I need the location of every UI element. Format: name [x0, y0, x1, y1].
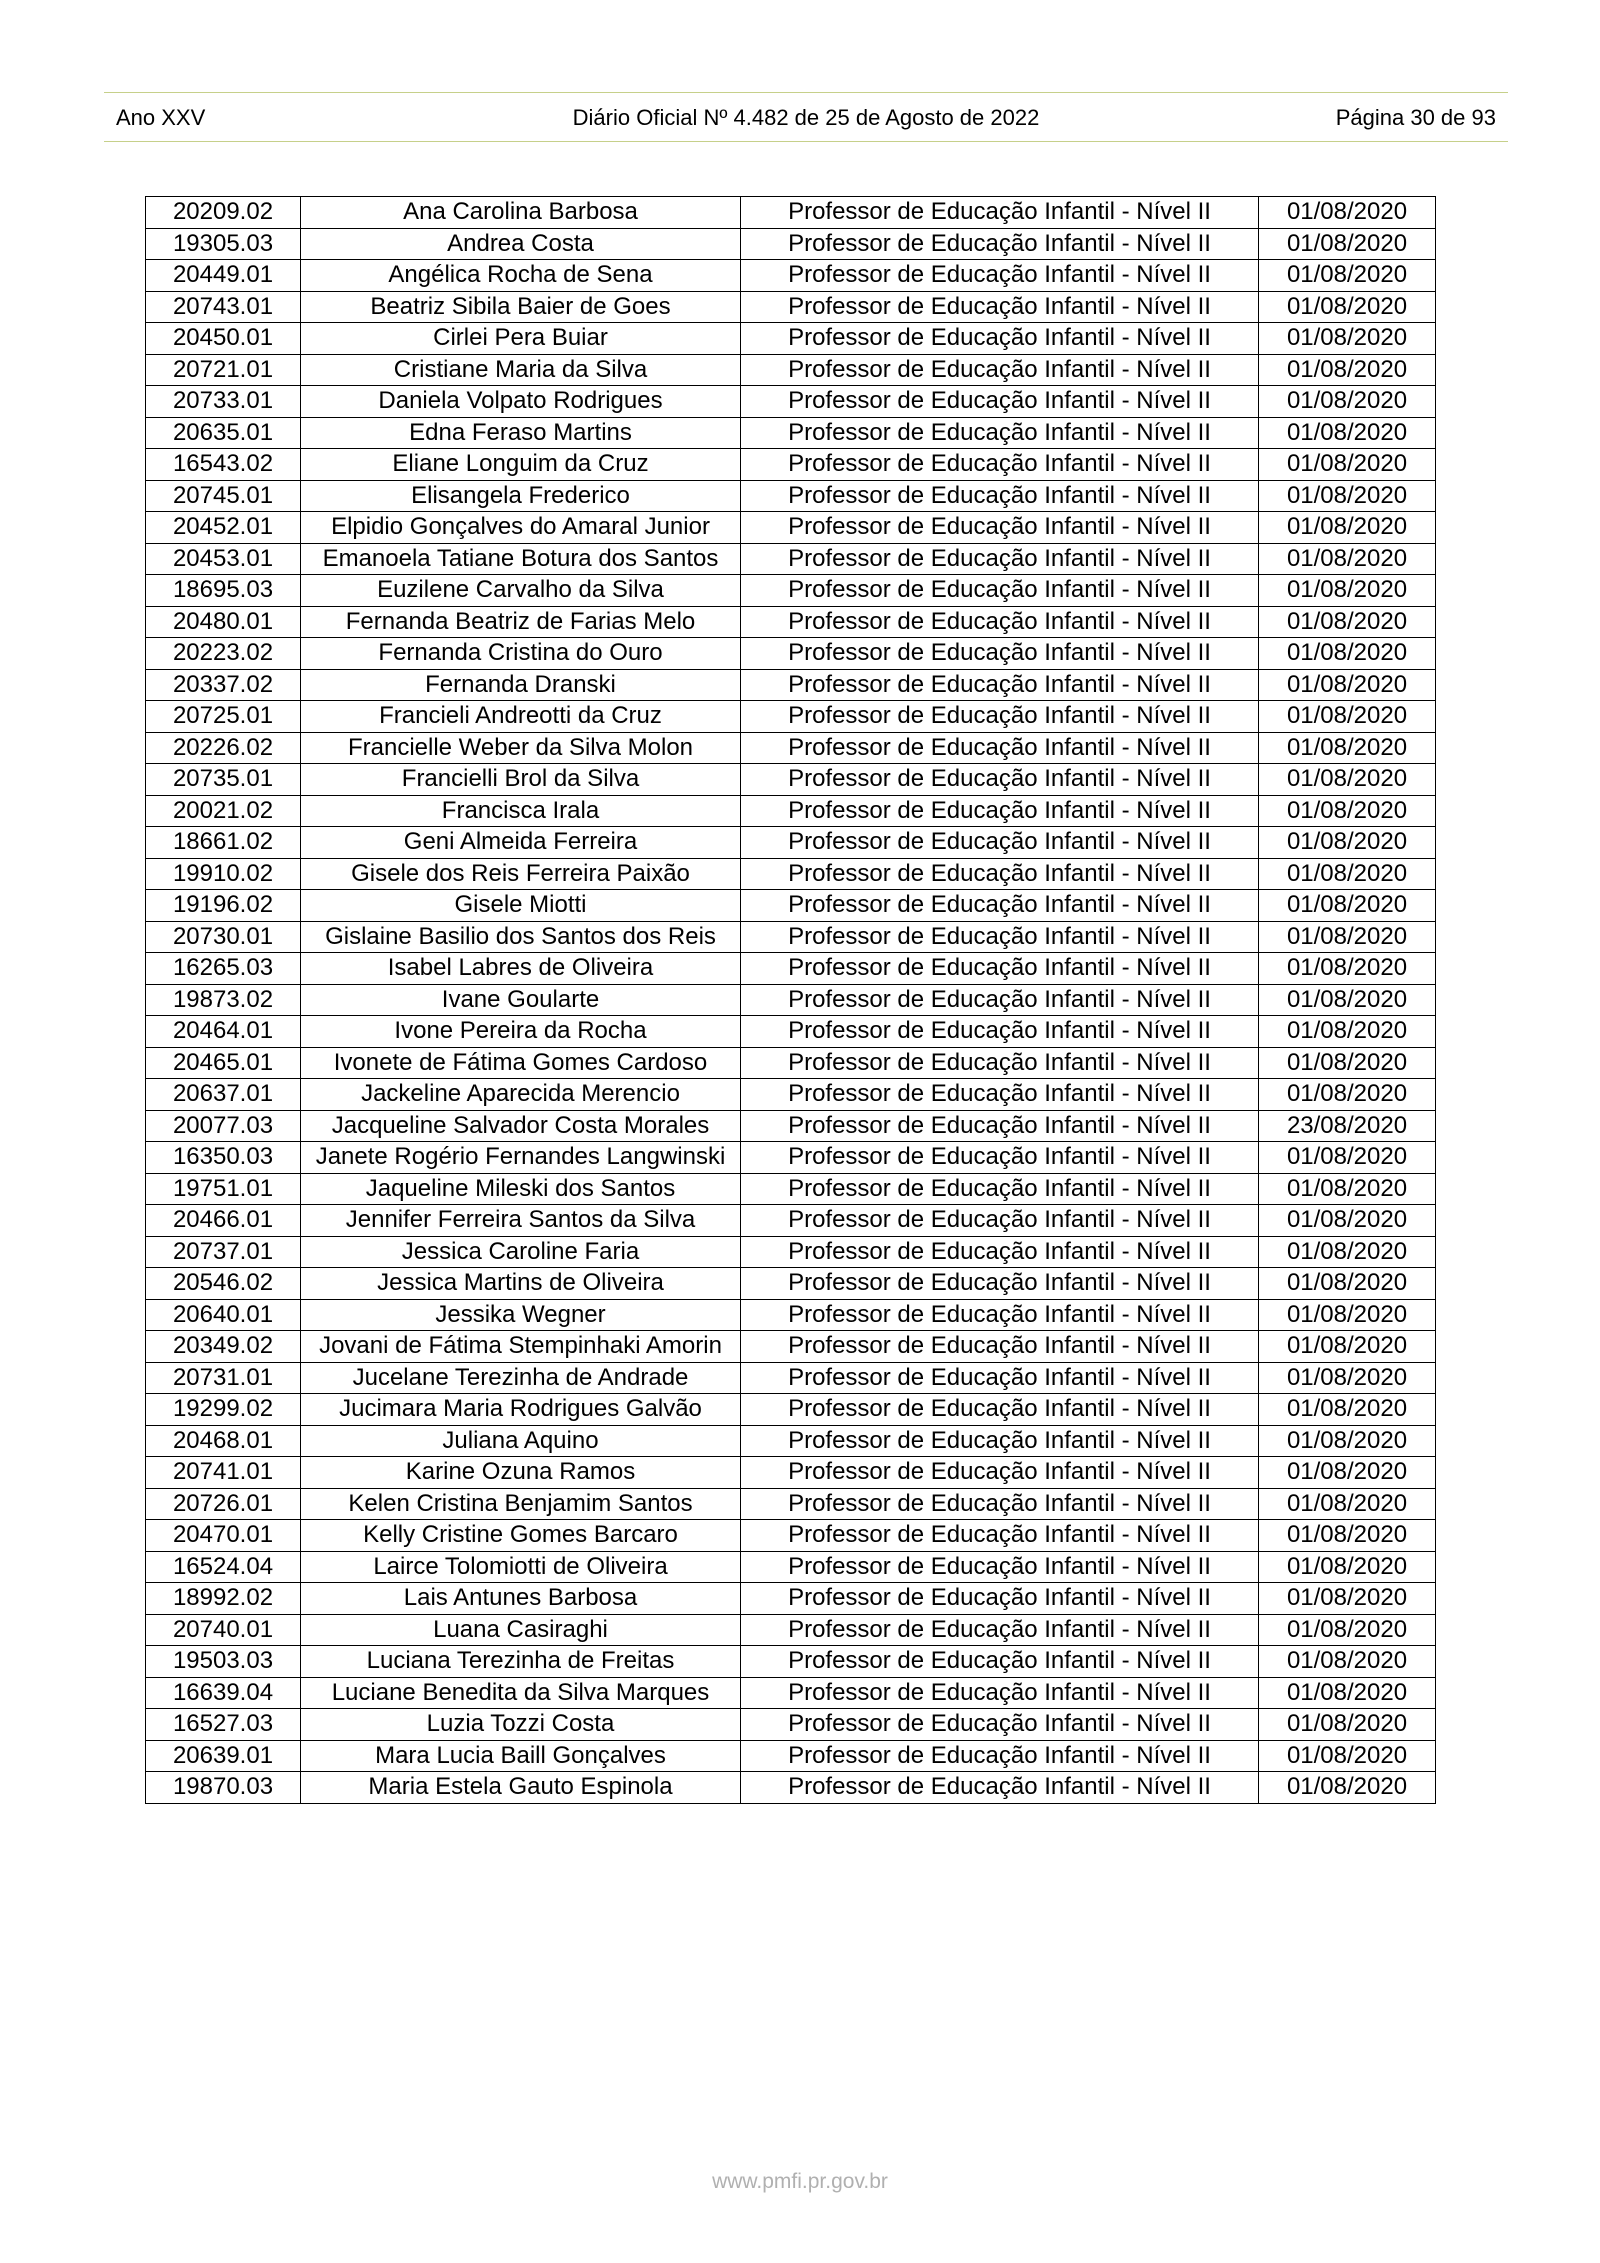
start-date-cell: 01/08/2020 [1259, 1142, 1436, 1174]
registration-number-cell: 19305.03 [146, 228, 301, 260]
position-cell: Professor de Educação Infantil - Nível II [741, 1236, 1259, 1268]
position-cell: Professor de Educação Infantil - Nível II [741, 291, 1259, 323]
start-date-cell: 01/08/2020 [1259, 1362, 1436, 1394]
table-row [146, 827, 1436, 859]
start-date-cell: 01/08/2020 [1259, 575, 1436, 607]
registration-number-cell: 20725.01 [146, 701, 301, 733]
employee-name-cell: Jennifer Ferreira Santos da Silva [301, 1205, 741, 1237]
table-row [146, 1362, 1436, 1394]
employee-name-cell: Ivonete de Fátima Gomes Cardoso [301, 1047, 741, 1079]
employee-name-cell: Kelly Cristine Gomes Barcaro [301, 1520, 741, 1552]
registration-number-cell: 20464.01 [146, 1016, 301, 1048]
table-row [146, 260, 1436, 292]
registration-number-cell: 18661.02 [146, 827, 301, 859]
registration-number-cell: 19751.01 [146, 1173, 301, 1205]
position-cell: Professor de Educação Infantil - Nível II [741, 449, 1259, 481]
start-date-cell: 01/08/2020 [1259, 890, 1436, 922]
position-cell: Professor de Educação Infantil - Nível II [741, 1299, 1259, 1331]
start-date-cell: 01/08/2020 [1259, 1614, 1436, 1646]
position-cell: Professor de Educação Infantil - Nível II [741, 1268, 1259, 1300]
registration-number-cell: 20726.01 [146, 1488, 301, 1520]
registration-number-cell: 16543.02 [146, 449, 301, 481]
start-date-cell: 01/08/2020 [1259, 1520, 1436, 1552]
start-date-cell: 01/08/2020 [1259, 291, 1436, 323]
employee-name-cell: Kelen Cristina Benjamim Santos [301, 1488, 741, 1520]
employee-name-cell: Gisele Miotti [301, 890, 741, 922]
registration-number-cell: 20735.01 [146, 764, 301, 796]
employee-name-cell: Gislaine Basilio dos Santos dos Reis [301, 921, 741, 953]
position-cell: Professor de Educação Infantil - Nível II [741, 1205, 1259, 1237]
registration-number-cell: 20077.03 [146, 1110, 301, 1142]
position-cell: Professor de Educação Infantil - Nível II [741, 984, 1259, 1016]
employee-name-cell: Luciana Terezinha de Freitas [301, 1646, 741, 1678]
employee-name-cell: Edna Feraso Martins [301, 417, 741, 449]
registration-number-cell: 20745.01 [146, 480, 301, 512]
start-date-cell: 01/08/2020 [1259, 827, 1436, 859]
start-date-cell: 01/08/2020 [1259, 1646, 1436, 1678]
registration-number-cell: 20337.02 [146, 669, 301, 701]
employee-name-cell: Elisangela Frederico [301, 480, 741, 512]
registration-number-cell: 20733.01 [146, 386, 301, 418]
position-cell: Professor de Educação Infantil - Nível II [741, 921, 1259, 953]
start-date-cell: 01/08/2020 [1259, 1394, 1436, 1426]
registration-number-cell: 20452.01 [146, 512, 301, 544]
registration-number-cell: 19503.03 [146, 1646, 301, 1678]
page-header [104, 92, 1508, 142]
position-cell: Professor de Educação Infantil - Nível II [741, 480, 1259, 512]
table-row [146, 669, 1436, 701]
position-cell: Professor de Educação Infantil - Nível II [741, 228, 1259, 260]
table-row [146, 291, 1436, 323]
appointments-table [145, 196, 1436, 1804]
position-cell: Professor de Educação Infantil - Nível II [741, 1520, 1259, 1552]
registration-number-cell: 18992.02 [146, 1583, 301, 1615]
registration-number-cell: 20721.01 [146, 354, 301, 386]
employee-name-cell: Eliane Longuim da Cruz [301, 449, 741, 481]
start-date-cell: 01/08/2020 [1259, 606, 1436, 638]
employee-name-cell: Ana Carolina Barbosa [301, 197, 741, 229]
position-cell: Professor de Educação Infantil - Nível II [741, 1047, 1259, 1079]
registration-number-cell: 20546.02 [146, 1268, 301, 1300]
employee-name-cell: Ivone Pereira da Rocha [301, 1016, 741, 1048]
position-cell: Professor de Educação Infantil - Nível II [741, 386, 1259, 418]
start-date-cell: 01/08/2020 [1259, 764, 1436, 796]
table-row [146, 1016, 1436, 1048]
employee-name-cell: Lais Antunes Barbosa [301, 1583, 741, 1615]
table-row [146, 1331, 1436, 1363]
table-row [146, 701, 1436, 733]
position-cell: Professor de Educação Infantil - Nível II [741, 197, 1259, 229]
table-row [146, 1614, 1436, 1646]
start-date-cell: 01/08/2020 [1259, 669, 1436, 701]
table-row [146, 1646, 1436, 1678]
table-row [146, 1236, 1436, 1268]
footer-url: www.pmfi.pr.gov.br [712, 2170, 888, 2193]
position-cell: Professor de Educação Infantil - Nível II [741, 1614, 1259, 1646]
table-row [146, 1142, 1436, 1174]
start-date-cell: 01/08/2020 [1259, 449, 1436, 481]
employee-name-cell: Luzia Tozzi Costa [301, 1709, 741, 1741]
employee-name-cell: Daniela Volpato Rodrigues [301, 386, 741, 418]
table-row [146, 228, 1436, 260]
start-date-cell: 01/08/2020 [1259, 1047, 1436, 1079]
position-cell: Professor de Educação Infantil - Nível II [741, 732, 1259, 764]
registration-number-cell: 20731.01 [146, 1362, 301, 1394]
employee-name-cell: Fernanda Beatriz de Farias Melo [301, 606, 741, 638]
registration-number-cell: 20465.01 [146, 1047, 301, 1079]
position-cell: Professor de Educação Infantil - Nível II [741, 260, 1259, 292]
employee-name-cell: Cirlei Pera Buiar [301, 323, 741, 355]
position-cell: Professor de Educação Infantil - Nível II [741, 1740, 1259, 1772]
registration-number-cell: 20223.02 [146, 638, 301, 670]
start-date-cell: 01/08/2020 [1259, 858, 1436, 890]
start-date-cell: 01/08/2020 [1259, 260, 1436, 292]
table-row [146, 512, 1436, 544]
employee-name-cell: Euzilene Carvalho da Silva [301, 575, 741, 607]
start-date-cell: 01/08/2020 [1259, 1268, 1436, 1300]
start-date-cell: 01/08/2020 [1259, 1236, 1436, 1268]
start-date-cell: 01/08/2020 [1259, 1709, 1436, 1741]
table-row [146, 1394, 1436, 1426]
start-date-cell: 01/08/2020 [1259, 921, 1436, 953]
registration-number-cell: 16265.03 [146, 953, 301, 985]
employee-name-cell: Isabel Labres de Oliveira [301, 953, 741, 985]
position-cell: Professor de Educação Infantil - Nível II [741, 512, 1259, 544]
position-cell: Professor de Educação Infantil - Nível II [741, 1488, 1259, 1520]
table-row [146, 1740, 1436, 1772]
table-row [146, 1551, 1436, 1583]
position-cell: Professor de Educação Infantil - Nível II [741, 795, 1259, 827]
start-date-cell: 01/08/2020 [1259, 1299, 1436, 1331]
gazette-title: Diário Oficial Nº 4.482 de 25 de Agosto de 2022 [572, 105, 1040, 130]
start-date-cell: 01/08/2020 [1259, 638, 1436, 670]
table-row [146, 795, 1436, 827]
position-cell: Professor de Educação Infantil - Nível II [741, 1677, 1259, 1709]
registration-number-cell: 20468.01 [146, 1425, 301, 1457]
position-cell: Professor de Educação Infantil - Nível II [741, 1646, 1259, 1678]
employee-name-cell: Elpidio Gonçalves do Amaral Junior [301, 512, 741, 544]
table-row [146, 575, 1436, 607]
employee-name-cell: Jackeline Aparecida Merencio [301, 1079, 741, 1111]
table-row [146, 921, 1436, 953]
position-cell: Professor de Educação Infantil - Nível II [741, 1772, 1259, 1804]
position-cell: Professor de Educação Infantil - Nível II [741, 1079, 1259, 1111]
position-cell: Professor de Educação Infantil - Nível II [741, 1457, 1259, 1489]
registration-number-cell: 20737.01 [146, 1236, 301, 1268]
registration-number-cell: 20640.01 [146, 1299, 301, 1331]
employee-name-cell: Lairce Tolomiotti de Oliveira [301, 1551, 741, 1583]
start-date-cell: 01/08/2020 [1259, 1551, 1436, 1583]
employee-name-cell: Francisca Irala [301, 795, 741, 827]
table-row [146, 638, 1436, 670]
employee-name-cell: Francieli Andreotti da Cruz [301, 701, 741, 733]
issue-year: Ano XXV [116, 105, 206, 130]
employee-name-cell: Cristiane Maria da Silva [301, 354, 741, 386]
table-row [146, 1709, 1436, 1741]
table-row [146, 197, 1436, 229]
employee-name-cell: Emanoela Tatiane Botura dos Santos [301, 543, 741, 575]
position-cell: Professor de Educação Infantil - Nível II [741, 1110, 1259, 1142]
appointments-table-body [146, 197, 1436, 1804]
start-date-cell: 01/08/2020 [1259, 417, 1436, 449]
start-date-cell: 01/08/2020 [1259, 354, 1436, 386]
table-row [146, 354, 1436, 386]
position-cell: Professor de Educação Infantil - Nível II [741, 606, 1259, 638]
table-row [146, 1205, 1436, 1237]
table-row [146, 1268, 1436, 1300]
employee-name-cell: Luana Casiraghi [301, 1614, 741, 1646]
employee-name-cell: Beatriz Sibila Baier de Goes [301, 291, 741, 323]
registration-number-cell: 20480.01 [146, 606, 301, 638]
registration-number-cell: 20743.01 [146, 291, 301, 323]
position-cell: Professor de Educação Infantil - Nível II [741, 638, 1259, 670]
registration-number-cell: 20450.01 [146, 323, 301, 355]
employee-name-cell: Fernanda Cristina do Ouro [301, 638, 741, 670]
position-cell: Professor de Educação Infantil - Nível II [741, 1142, 1259, 1174]
start-date-cell: 01/08/2020 [1259, 1205, 1436, 1237]
table-row [146, 606, 1436, 638]
employee-name-cell: Maria Estela Gauto Espinola [301, 1772, 741, 1804]
start-date-cell: 01/08/2020 [1259, 701, 1436, 733]
registration-number-cell: 20470.01 [146, 1520, 301, 1552]
position-cell: Professor de Educação Infantil - Nível II [741, 669, 1259, 701]
position-cell: Professor de Educação Infantil - Nível II [741, 354, 1259, 386]
table-row [146, 1047, 1436, 1079]
employee-name-cell: Jessika Wegner [301, 1299, 741, 1331]
start-date-cell: 01/08/2020 [1259, 197, 1436, 229]
table-row [146, 386, 1436, 418]
table-row [146, 480, 1436, 512]
employee-name-cell: Gisele dos Reis Ferreira Paixão [301, 858, 741, 890]
position-cell: Professor de Educação Infantil - Nível II [741, 890, 1259, 922]
registration-number-cell: 19910.02 [146, 858, 301, 890]
employee-name-cell: Francielli Brol da Silva [301, 764, 741, 796]
start-date-cell: 01/08/2020 [1259, 984, 1436, 1016]
table-row [146, 1299, 1436, 1331]
registration-number-cell: 20349.02 [146, 1331, 301, 1363]
registration-number-cell: 16524.04 [146, 1551, 301, 1583]
table-row [146, 732, 1436, 764]
table-row [146, 1772, 1436, 1804]
registration-number-cell: 19873.02 [146, 984, 301, 1016]
start-date-cell: 01/08/2020 [1259, 1173, 1436, 1205]
position-cell: Professor de Educação Infantil - Nível II [741, 323, 1259, 355]
registration-number-cell: 18695.03 [146, 575, 301, 607]
start-date-cell: 01/08/2020 [1259, 1079, 1436, 1111]
position-cell: Professor de Educação Infantil - Nível II [741, 953, 1259, 985]
employee-name-cell: Luciane Benedita da Silva Marques [301, 1677, 741, 1709]
table-row [146, 543, 1436, 575]
start-date-cell: 23/08/2020 [1259, 1110, 1436, 1142]
position-cell: Professor de Educação Infantil - Nível II [741, 1173, 1259, 1205]
table-row [146, 1079, 1436, 1111]
employee-name-cell: Jucelane Terezinha de Andrade [301, 1362, 741, 1394]
start-date-cell: 01/08/2020 [1259, 386, 1436, 418]
employee-name-cell: Ivane Goularte [301, 984, 741, 1016]
start-date-cell: 01/08/2020 [1259, 480, 1436, 512]
table-row [146, 890, 1436, 922]
registration-number-cell: 16527.03 [146, 1709, 301, 1741]
table-row [146, 1110, 1436, 1142]
table-row [146, 858, 1436, 890]
employee-name-cell: Geni Almeida Ferreira [301, 827, 741, 859]
position-cell: Professor de Educação Infantil - Nível II [741, 575, 1259, 607]
position-cell: Professor de Educação Infantil - Nível II [741, 1709, 1259, 1741]
employee-name-cell: Juliana Aquino [301, 1425, 741, 1457]
start-date-cell: 01/08/2020 [1259, 732, 1436, 764]
registration-number-cell: 19196.02 [146, 890, 301, 922]
registration-number-cell: 20740.01 [146, 1614, 301, 1646]
table-row [146, 1520, 1436, 1552]
employee-name-cell: Jacqueline Salvador Costa Morales [301, 1110, 741, 1142]
employee-name-cell: Jessica Martins de Oliveira [301, 1268, 741, 1300]
employee-name-cell: Jovani de Fátima Stempinhaki Amorin [301, 1331, 741, 1363]
employee-name-cell: Fernanda Dranski [301, 669, 741, 701]
start-date-cell: 01/08/2020 [1259, 953, 1436, 985]
position-cell: Professor de Educação Infantil - Nível II [741, 1362, 1259, 1394]
registration-number-cell: 20449.01 [146, 260, 301, 292]
table-row [146, 417, 1436, 449]
registration-number-cell: 20730.01 [146, 921, 301, 953]
employee-name-cell: Andrea Costa [301, 228, 741, 260]
table-row [146, 953, 1436, 985]
table-row [146, 1583, 1436, 1615]
table-row [146, 1677, 1436, 1709]
registration-number-cell: 20635.01 [146, 417, 301, 449]
table-row [146, 323, 1436, 355]
table-row [146, 1425, 1436, 1457]
start-date-cell: 01/08/2020 [1259, 1488, 1436, 1520]
employee-name-cell: Mara Lucia Baill Gonçalves [301, 1740, 741, 1772]
table-row [146, 764, 1436, 796]
start-date-cell: 01/08/2020 [1259, 543, 1436, 575]
employee-name-cell: Angélica Rocha de Sena [301, 260, 741, 292]
employee-name-cell: Karine Ozuna Ramos [301, 1457, 741, 1489]
position-cell: Professor de Educação Infantil - Nível II [741, 764, 1259, 796]
employee-name-cell: Jessica Caroline Faria [301, 1236, 741, 1268]
start-date-cell: 01/08/2020 [1259, 323, 1436, 355]
table-row [146, 449, 1436, 481]
table-row [146, 984, 1436, 1016]
registration-number-cell: 20466.01 [146, 1205, 301, 1237]
registration-number-cell: 19870.03 [146, 1772, 301, 1804]
start-date-cell: 01/08/2020 [1259, 228, 1436, 260]
position-cell: Professor de Educação Infantil - Nível II [741, 1394, 1259, 1426]
employee-name-cell: Janete Rogério Fernandes Langwinski [301, 1142, 741, 1174]
start-date-cell: 01/08/2020 [1259, 1016, 1436, 1048]
registration-number-cell: 20453.01 [146, 543, 301, 575]
start-date-cell: 01/08/2020 [1259, 1425, 1436, 1457]
start-date-cell: 01/08/2020 [1259, 795, 1436, 827]
registration-number-cell: 20741.01 [146, 1457, 301, 1489]
start-date-cell: 01/08/2020 [1259, 1772, 1436, 1804]
employee-name-cell: Jucimara Maria Rodrigues Galvão [301, 1394, 741, 1426]
employee-name-cell: Jaqueline Mileski dos Santos [301, 1173, 741, 1205]
start-date-cell: 01/08/2020 [1259, 1677, 1436, 1709]
page-number: Página 30 de 93 [1335, 105, 1496, 130]
start-date-cell: 01/08/2020 [1259, 1331, 1436, 1363]
employee-name-cell: Francielle Weber da Silva Molon [301, 732, 741, 764]
registration-number-cell: 20226.02 [146, 732, 301, 764]
position-cell: Professor de Educação Infantil - Nível II [741, 1331, 1259, 1363]
position-cell: Professor de Educação Infantil - Nível II [741, 1551, 1259, 1583]
table-row [146, 1457, 1436, 1489]
registration-number-cell: 20021.02 [146, 795, 301, 827]
registration-number-cell: 16639.04 [146, 1677, 301, 1709]
table-row [146, 1173, 1436, 1205]
position-cell: Professor de Educação Infantil - Nível II [741, 1016, 1259, 1048]
registration-number-cell: 16350.03 [146, 1142, 301, 1174]
registration-number-cell: 20639.01 [146, 1740, 301, 1772]
position-cell: Professor de Educação Infantil - Nível II [741, 858, 1259, 890]
table-row [146, 1488, 1436, 1520]
position-cell: Professor de Educação Infantil - Nível II [741, 701, 1259, 733]
position-cell: Professor de Educação Infantil - Nível II [741, 543, 1259, 575]
position-cell: Professor de Educação Infantil - Nível II [741, 827, 1259, 859]
registration-number-cell: 20209.02 [146, 197, 301, 229]
start-date-cell: 01/08/2020 [1259, 1457, 1436, 1489]
start-date-cell: 01/08/2020 [1259, 1740, 1436, 1772]
registration-number-cell: 19299.02 [146, 1394, 301, 1426]
start-date-cell: 01/08/2020 [1259, 512, 1436, 544]
position-cell: Professor de Educação Infantil - Nível II [741, 417, 1259, 449]
position-cell: Professor de Educação Infantil - Nível II [741, 1583, 1259, 1615]
start-date-cell: 01/08/2020 [1259, 1583, 1436, 1615]
position-cell: Professor de Educação Infantil - Nível II [741, 1425, 1259, 1457]
registration-number-cell: 20637.01 [146, 1079, 301, 1111]
